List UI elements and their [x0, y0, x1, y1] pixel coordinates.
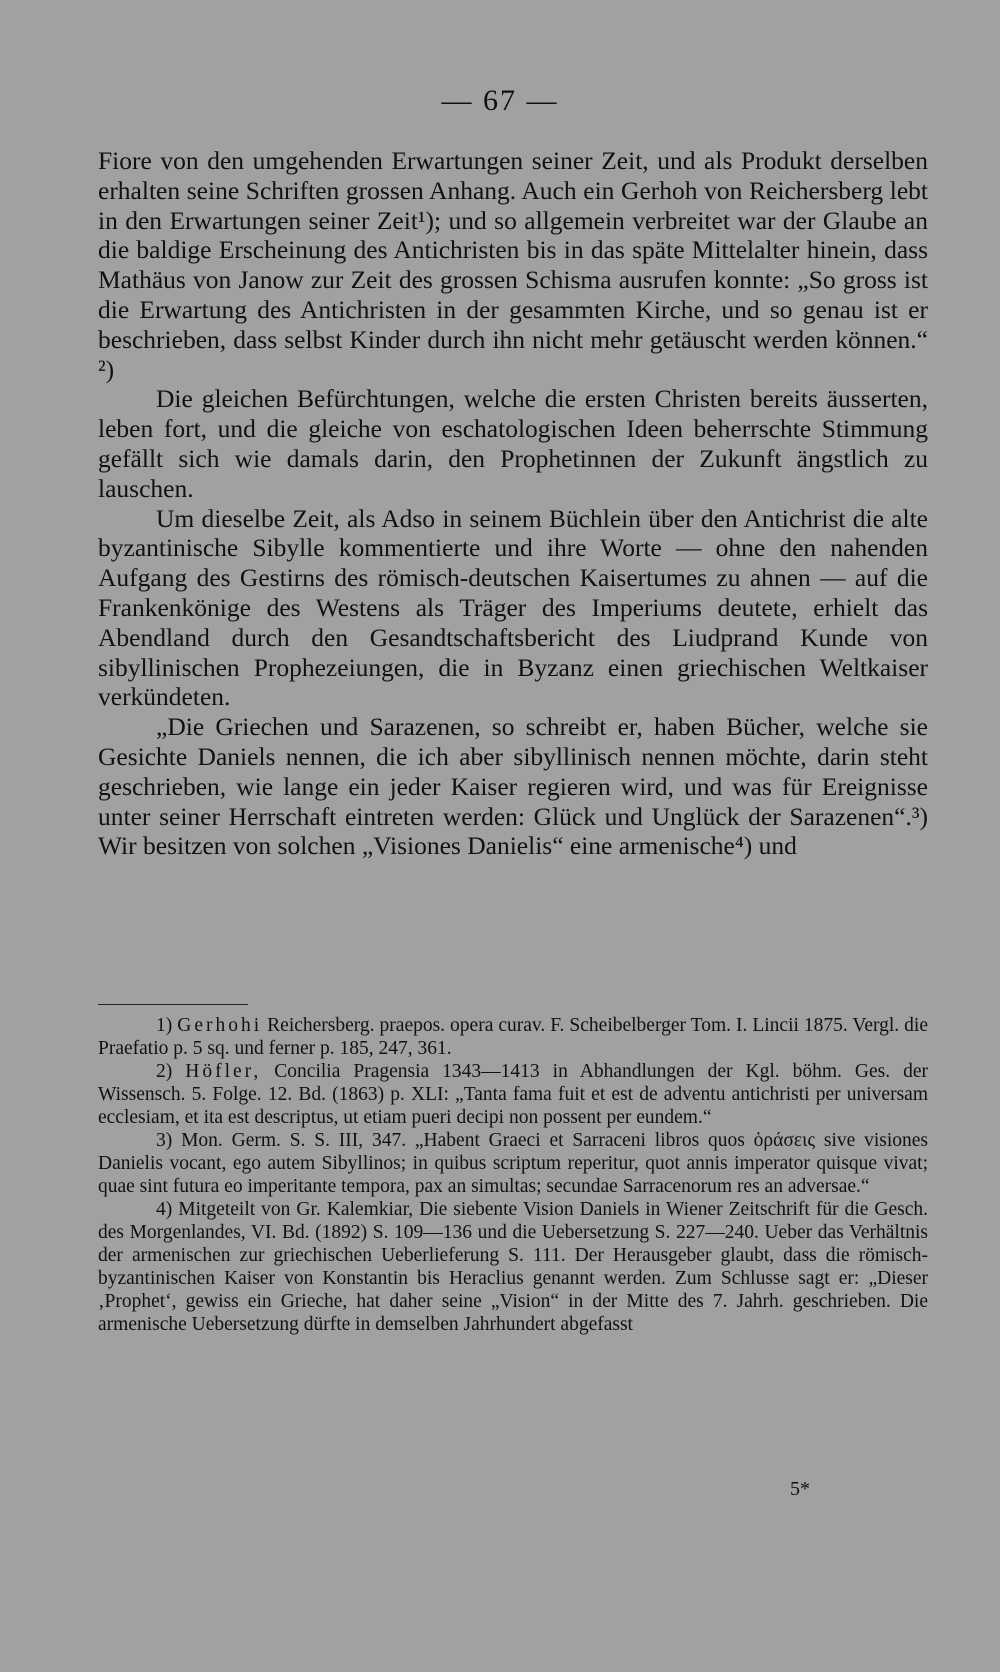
- page-number: — 67 —: [441, 84, 559, 117]
- footnote-author: Höfler,: [185, 1061, 262, 1082]
- footnote-text: Mitgeteilt von Gr. Kalemkiar, Die siebente Vision Daniels in Wiener Zeitschrift für die Gesch. des Morgenlandes, VI. Bd. (1892) S. 109—136 und die Uebersetzung S. 227—240. Ueber das Verhältnis der armenischen zur griechischen Ueberlieferung S. 111. Der Herausgeber glaubt, dass die römisch-byzantinischen Kaiser von Konstantin bis Heraclius genannt werden. Zum Schlusse sagt er: „Dieser ‚Prophet‘, gewiss ein Grieche, hat daher seine „Vision“ in der Mitte des 7. Jahrh. geschrieben. Die armenische Uebersetzung dürfte in demselben Jahrhundert abgefasst: [98, 1199, 928, 1335]
- footnote-3: [98, 1129, 928, 1198]
- footnotes: [98, 1014, 928, 1336]
- footnote-marker: 4): [156, 1199, 173, 1220]
- footnote-text: Concilia Pragensia 1343—1413 in Abhandlungen der Kgl. böhm. Ges. der Wissensch. 5. Folge. 12. Bd. (1863) p. XLI: „Tanta fama fuit et est de adventu antichristi per universam ecclesiam, et ita est descriptus, ut etiam pueri decipi non possent per eundem.“: [98, 1061, 929, 1128]
- footnote-author: Gerhohi: [177, 1015, 263, 1036]
- footnote-marker: 1): [156, 1015, 173, 1036]
- signature-mark: 5*: [790, 1478, 810, 1500]
- footnote-1: [98, 1014, 928, 1060]
- footnote-4: [98, 1198, 928, 1336]
- footnote-text: Reichersberg. praepos. opera curav. F. Scheibelberger Tom. I. Lincii 1875. Vergl. die Praefatio p. 5 sq. und ferner p. 185, 247, 361.: [98, 1015, 928, 1059]
- footnote-marker: 3): [156, 1130, 173, 1151]
- main-text: [98, 146, 928, 861]
- footnote-text: Mon. Germ. S. S. III, 347. „Habent Graeci et Sarraceni libros quos ὁράσεις sive visiones Danielis vocant, ego autem Sibyllinos; in quibus scriptum reperitur, quot annis imperator quisque vivat; quae sint futura eo imperitante tempora, pax an simultas; secundae Sarracenorum res an adversae.“: [98, 1130, 929, 1197]
- footnote-2: [98, 1060, 928, 1129]
- paragraph-4: „Die Griechen und Sarazenen, so schreibt er, haben Bücher, welche sie Gesichte Daniels nennen, die ich aber sibyllinisch nennen möchte, darin steht geschrieben, wie lange ein jeder Kaiser regieren wird, und was für Ereignisse unter seiner Herrschaft eintreten werden: Glück und Unglück der Sarazenen“.³) Wir besitzen von solchen „Visiones Danielis“ eine armenische⁴) und: [98, 712, 928, 861]
- paragraph-3: Um dieselbe Zeit, als Adso in seinem Büchlein über den Antichrist die alte byzantinische Sibylle kommentierte und ihre Worte — ohne den nahenden Aufgang des Gestirns des römisch-deutschen Kaisertumes zu ahnen — auf die Frankenkönige des Westens als Träger des Imperiums deutete, erhielt das Abendland durch den Gesandtschaftsbericht des Liudprand Kunde von sibyllinischen Prophezeiungen, die in Byzanz einen griechischen Weltkaiser verkündeten.: [98, 503, 928, 712]
- paragraph-1: Fiore von den umgehenden Erwartungen seiner Zeit, und als Produkt derselben erhalten seine Schriften grossen Anhang. Auch ein Gerhoh von Reichersberg lebt in den Erwartungen seiner Zeit¹); und so allgemein verbreitet war der Glaube an die baldige Erscheinung des Antichristen bis in das späte Mittelalter hinein, dass Mathäus von Janow zur Zeit des grossen Schisma ausrufen konnte: „So gross ist die Erwartung des Antichristen in der gesammten Kirche, und so genau ist er beschrieben, dass selbst Kinder durch ihn nicht mehr getäuscht werden können.“ ²): [98, 146, 928, 384]
- footnote-marker: 2): [156, 1061, 173, 1082]
- footnote-divider: [98, 1004, 248, 1005]
- paragraph-2: Die gleichen Befürchtungen, welche die ersten Christen bereits äusserten, leben fort, und die gleiche von eschatologischen Ideen beherrschte Stimmung gefällt sich wie damals darin, den Prophetinnen der Zukunft ängstlich zu lauschen.: [98, 384, 928, 503]
